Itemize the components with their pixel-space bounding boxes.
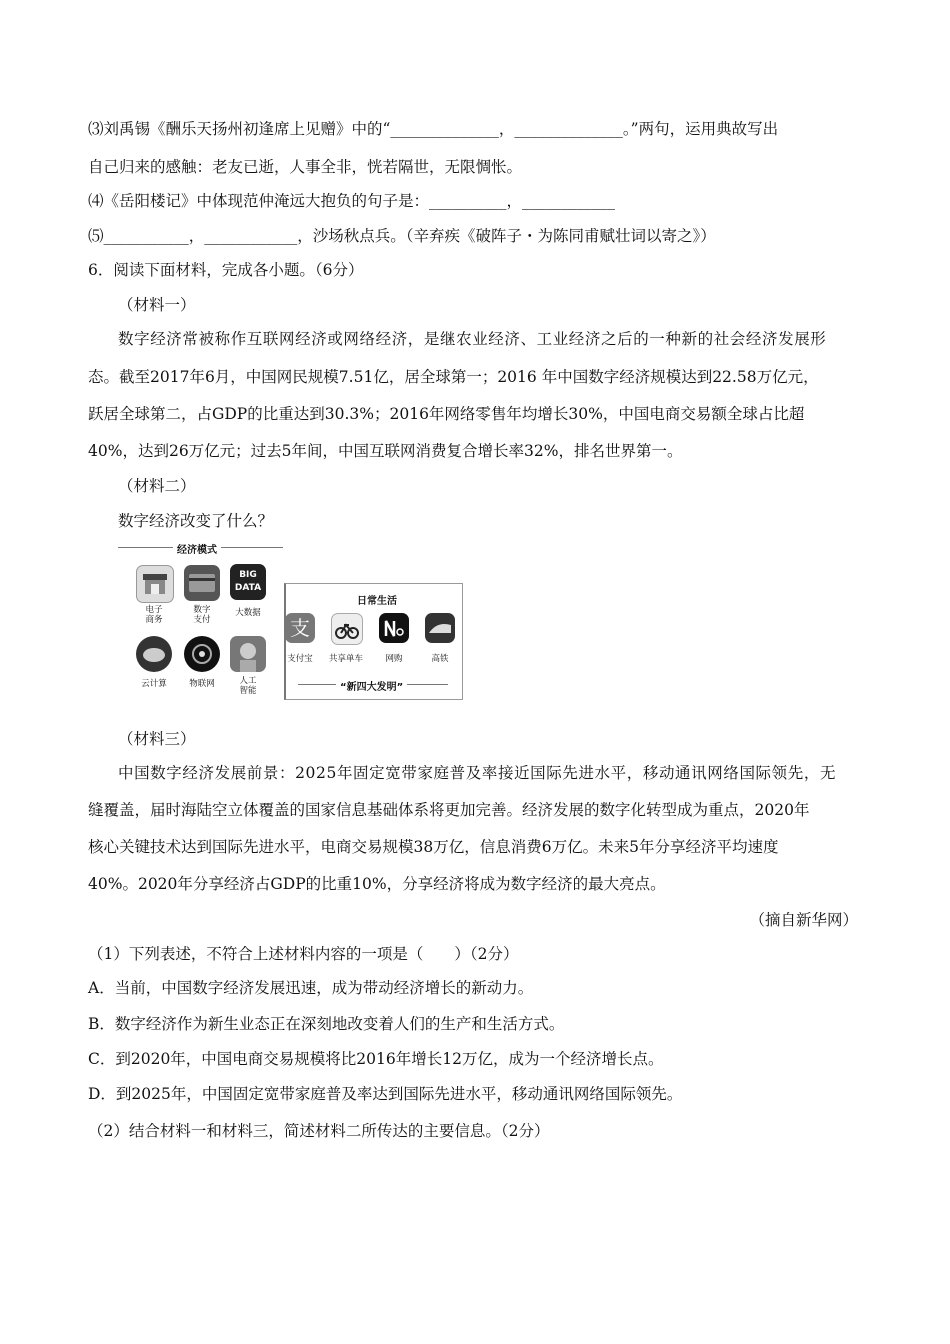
material-1-para: 态。截至2017年6月，中国网民规模7.51亿，居全球第一；2016 年中国数字经济规模达到22.58万亿元，: [88, 368, 819, 386]
material-3-para: 缝覆盖，届时海陆空立体覆盖的国家信息基础体系将更加完善。经济发展的数字化转型成为重点，2020年: [88, 801, 810, 819]
digital-payment-icon: [184, 565, 220, 601]
material-3-para: 中国数字经济发展前景：2025年固定宽带家庭普及率接近国际先进水平，移动通讯网络国际领先，无: [118, 764, 837, 782]
option-d: D．到2025年，中国固定宽带家庭普及率达到国际先进水平，移动通讯网络国际领先。: [88, 1085, 683, 1103]
big-data-icon: BIG DATA: [230, 564, 266, 600]
caption-digital-payment: 数字 支付: [193, 605, 211, 625]
material-3-para: 核心关键技术达到国际先进水平，电商交易规模38万亿，信息消费6万亿。未来5年分享经济平均速度: [88, 838, 779, 856]
caption-cloud: 云计算: [141, 679, 167, 689]
digital-economy-figure: [118, 540, 463, 705]
alipay-icon: 支: [285, 613, 315, 643]
fill-blank-5: ⑸___________，____________，沙场秋点兵。（辛弃疾《破阵子・为陈同甫赋壮词以寄之》）: [88, 227, 716, 245]
cloud-computing-icon: [136, 636, 172, 672]
figure-right-title: 日常生活: [353, 592, 401, 607]
caption-big-data: 大数据: [235, 608, 261, 618]
caption-iot: 物联网: [189, 679, 215, 689]
material-1-para: 跃居全球第二，占GDP的比重达到30.3%；2016年网络零售年均增长30%，中国电商交易额全球占比超: [88, 405, 805, 423]
option-a: A．当前，中国数字经济发展迅速，成为带动经济增长的新动力。: [88, 979, 534, 997]
caption-train: 高铁: [431, 654, 449, 664]
fill-blank-3-cont: 自己归来的感触：老友已逝，人事全非，恍若隔世，无限惆怅。: [88, 158, 523, 176]
option-c: C．到2020年，中国电商交易规模将比2016年增长12万亿，成为一个经济增长点。: [88, 1050, 664, 1068]
question-6-title: 6．阅读下面材料，完成各小题。（6分）: [88, 261, 364, 279]
caption-ai: 人工 智能: [239, 676, 257, 696]
ecommerce-icon: [136, 565, 174, 603]
material-2-label: （材料二）: [118, 477, 196, 495]
option-b: B．数字经济作为新生业态正在深刻地改变着人们的生产和生活方式。: [88, 1015, 565, 1033]
material-1-para: 40%，达到26万亿元；过去5年间，中国互联网消费复合增长率32%，排名世界第一。: [88, 442, 683, 460]
fill-blank-3: ⑶刘禹锡《酬乐天扬州初逢席上见赠》中的“______________，______________。”两句，运用典故写出: [88, 120, 779, 138]
caption-ecommerce: 电子 商务: [145, 605, 163, 625]
iot-icon: [184, 636, 220, 672]
source-citation: （摘自新华网）: [749, 911, 858, 929]
material-3-label: （材料三）: [118, 730, 196, 748]
material-2-question: 数字经济改变了什么？: [118, 512, 274, 530]
ai-icon: [230, 636, 266, 672]
caption-shopping: 网购: [385, 654, 403, 664]
figure-bottom-title: “新四大发明”: [336, 678, 407, 693]
material-1-label: （材料一）: [118, 296, 196, 314]
material-3-para: 40%。2020年分享经济占GDP的比重10%，分享经济将成为数字经济的最大亮点。: [88, 875, 666, 893]
train-icon: [425, 613, 455, 643]
caption-bike: 共享单车: [328, 654, 363, 664]
bike-icon: [331, 613, 363, 645]
fill-blank-4: ⑷《岳阳楼记》中体现范仲淹远大抱负的句子是：__________，____________: [88, 192, 616, 210]
shopping-icon: [379, 613, 409, 643]
figure-left-title: 经济模式: [173, 541, 221, 556]
caption-alipay: 支付宝: [287, 654, 313, 664]
subquestion-1: （1）下列表述，不符合上述材料内容的一项是（ ）（2分）: [88, 945, 519, 963]
subquestion-2: （2）结合材料一和材料三，简述材料二所传达的主要信息。（2分）: [88, 1122, 550, 1140]
material-1-para: 数字经济常被称作互联网经济或网络经济，是继农业经济、工业经济之后的一种新的社会经济发展形: [118, 330, 827, 348]
